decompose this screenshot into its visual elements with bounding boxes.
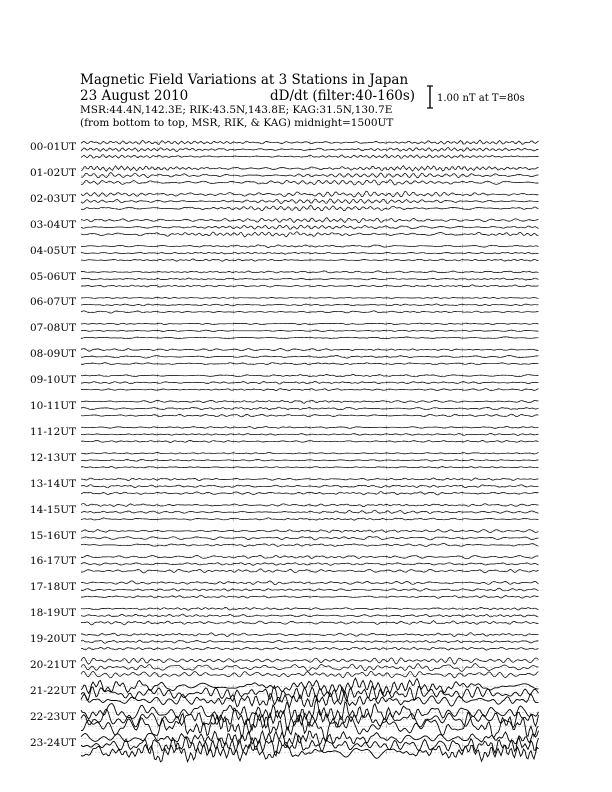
hour-label: 06-07UT — [30, 296, 77, 309]
hour-label: 08-09UT — [30, 348, 77, 361]
hour-label: 09-10UT — [30, 374, 77, 387]
quantity-text: dD/dt (filter:40-160s) — [270, 88, 416, 104]
hour-label: 17-18UT — [30, 581, 77, 594]
hour-label: 05-06UT — [30, 270, 77, 283]
hour-label: 23-24UT — [30, 736, 77, 749]
station-coordinates: MSR:44.4N,142.3E; RIK:43.5N,143.8E; KAG:31.5N,130.7E — [80, 104, 393, 116]
date-text: 23 August 2010 — [80, 88, 189, 104]
hour-label: 03-04UT — [30, 218, 77, 231]
hour-label: 01-02UT — [30, 166, 77, 179]
hour-label: 15-16UT — [30, 529, 77, 542]
hour-label: 13-14UT — [30, 477, 77, 490]
hour-label: 14-15UT — [30, 503, 77, 516]
hour-label: 00-01UT — [30, 141, 77, 153]
hour-label: 20-21UT — [30, 659, 77, 671]
hour-label: 04-05UT — [30, 244, 77, 257]
scale-bar-label: 1.00 nT at T=80s — [437, 93, 525, 104]
chart-title: Magnetic Field Variations at 3 Stations in Japan — [80, 72, 409, 88]
hour-label: 18-19UT — [30, 607, 77, 620]
hour-label: 22-23UT — [30, 710, 77, 723]
hour-label: 02-03UT — [30, 192, 77, 205]
hour-label: 21-22UT — [30, 684, 77, 697]
station-order-note: (from bottom to top, MSR, RIK, & KAG) midnight=1500UT — [80, 117, 394, 129]
hour-label: 07-08UT — [30, 322, 77, 335]
hour-label: 11-12UT — [30, 425, 77, 438]
hour-label: 10-11UT — [30, 400, 77, 412]
hour-label: 16-17UT — [30, 555, 77, 568]
hour-label: 19-20UT — [30, 633, 77, 646]
hour-label: 12-13UT — [30, 451, 77, 464]
